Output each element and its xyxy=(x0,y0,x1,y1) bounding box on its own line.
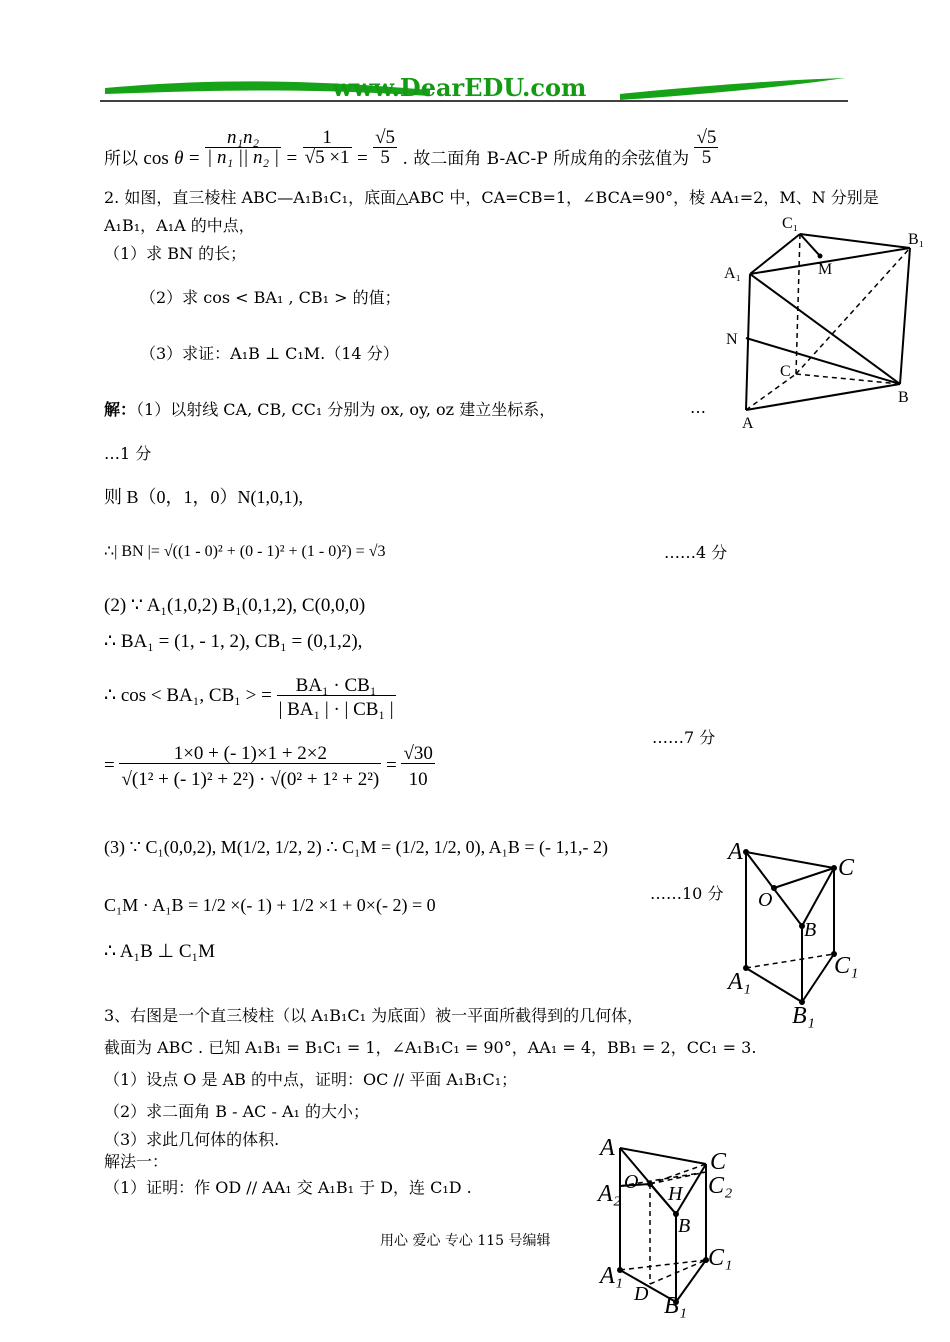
fig2-label-c1: C₁ xyxy=(834,953,859,979)
fig2-label-b: B xyxy=(804,919,817,941)
p1-frac4-num: √5 xyxy=(696,127,717,148)
fig2-label-b1: B₁ xyxy=(792,1003,816,1029)
solution-label: 解： xyxy=(104,400,137,419)
p1-cos: cos xyxy=(143,148,169,169)
solution-line7-den2: 10 xyxy=(408,769,428,790)
q2-part2: （2）求 cos < BA₁ , CB₁ > 的值； xyxy=(140,288,401,307)
solution-line1 xyxy=(104,402,555,418)
solution-line7-frac2 xyxy=(401,744,434,789)
solution-text1: （1）以射线 CA, CB, CC₁ 分别为 ox, oy, oz 建立坐标系， xyxy=(136,400,556,419)
fig3-label-c: C xyxy=(710,1149,727,1175)
q2-part3: （3）求证：A₁B ⊥ C₁M.（14 分） xyxy=(140,344,399,363)
fig2-label-a1: A₁ xyxy=(728,969,752,995)
p1-frac2-den: √5 ×1 xyxy=(304,147,350,168)
p1-prefix: 所以 xyxy=(104,149,138,169)
fig2-label-c: C xyxy=(838,855,855,881)
fig1-label-c: C xyxy=(780,363,791,380)
fig1-label-b: B xyxy=(898,389,909,406)
solution-line6 xyxy=(104,676,396,719)
fig1-label-n: N xyxy=(726,331,738,348)
solution-score4: ……4 分 xyxy=(664,543,728,562)
solution-line7-num2: √30 xyxy=(403,743,433,764)
p1-frac1-num: n₁n₂ xyxy=(205,128,281,148)
solution-line4: (2) ∵ A₁(1,0,2) B₁(0,1,2), C(0,0,0) xyxy=(104,595,366,616)
q3-part2: （2）求二面角 B - AC - A₁ 的大小； xyxy=(104,1102,370,1121)
solution-line5: ∴ BA₁ = (1, - 1, 2), CB₁ = (0,1,2), xyxy=(104,631,363,652)
solution-line10: ∴ A₁B ⊥ C₁M xyxy=(104,941,216,962)
solution-line7 xyxy=(104,744,435,789)
fig1-label-m: M xyxy=(818,261,833,278)
solution-line7-den1: √(1² + (- 1)² + 2²) · √(0² + 1² + 2²) xyxy=(121,769,380,790)
fig3-label-c2: C₂ xyxy=(708,1173,733,1199)
q2-part1: （1）求 BN 的长； xyxy=(104,244,247,263)
p1-eq3: = xyxy=(356,148,368,169)
solution-line6-lhs: ∴ cos < BA₁, CB₁ > = xyxy=(104,685,272,706)
fig3-label-a2: A₂ xyxy=(598,1181,622,1207)
q2-line2: A₁B₁，A₁A 的中点， xyxy=(104,216,255,235)
figure-prism-3 xyxy=(598,1134,738,1334)
solution-score1: …1 分 xyxy=(104,444,152,463)
p1-eq1: = xyxy=(188,148,200,169)
header-logo xyxy=(100,72,850,106)
solution-score10: ……10 分 xyxy=(650,884,724,903)
q3-part1: （1）设点 O 是 AB 的中点，证明：OC // 平面 A₁B₁C₁； xyxy=(104,1070,518,1089)
fig3-label-b: B xyxy=(678,1215,691,1237)
fig3-label-o: O xyxy=(624,1171,639,1193)
q3-line1: 3、右图是一个直三棱柱（以 A₁B₁C₁ 为底面）被一平面所截得到的几何体， xyxy=(104,1006,644,1025)
fig3-label-h: H xyxy=(668,1183,683,1205)
fig3-label-a: A xyxy=(600,1135,615,1161)
q2-line1: 2. 如图，直三棱柱 ABC—A₁B₁C₁，底面△ABC 中，CA=CB=1，∠BCA=90°，棱 AA₁=2，M、N 分别是 xyxy=(104,188,879,207)
p1-frac1 xyxy=(205,128,281,167)
fig2-label-o: O xyxy=(758,889,773,911)
p1-frac4 xyxy=(694,128,718,167)
fig3-label-b1: B₁ xyxy=(664,1293,688,1319)
solution-line7-eq2: = xyxy=(385,755,397,776)
p1-frac3-num: √5 xyxy=(375,127,396,148)
footer-text: 用心 爱心 专心 115 号编辑 xyxy=(380,1233,551,1249)
p1-frac3 xyxy=(373,128,397,167)
p1-tail: . 故二面角 B-AC-P 所成角的余弦值为 xyxy=(402,149,690,169)
p1-theta: θ xyxy=(174,148,184,169)
solution-line2: 则 B（0，1，0）N(1,0,1), xyxy=(104,487,303,507)
solution-line6-num: BA₁ · CB₁ xyxy=(277,676,396,696)
logo-text: www.DearEDU.com xyxy=(332,73,587,102)
figure-prism-2 xyxy=(726,836,866,1032)
fig1-label-c1: C₁ xyxy=(782,215,799,232)
fig3-label-d: D xyxy=(634,1283,649,1305)
fig1-label-b1: B₁ xyxy=(908,231,925,248)
p1-eq2: = xyxy=(286,148,298,169)
q3-method1: 解法一： xyxy=(104,1152,169,1171)
solution-line8: (3) ∵ C₁(0,0,2), M(1/2, 1/2, 2) ∴ C₁M = (1/2, 1/2, 0), A₁B = (- 1,1,- 2) xyxy=(104,837,608,857)
figure-prism-1 xyxy=(722,214,932,436)
p1-frac3-den: 5 xyxy=(380,147,390,168)
solution-line3: ∴| BN |= √((1 - 0)² + (0 - 1)² + (1 - 0)²) = √3 xyxy=(104,543,386,560)
fig1-label-a: A xyxy=(742,415,754,432)
p1-frac2 xyxy=(303,128,352,167)
fig3-label-c1: C₁ xyxy=(708,1245,733,1271)
fig3-label-a1: A₁ xyxy=(600,1263,624,1289)
solution-line6-den: | BA₁ | · | CB₁ | xyxy=(278,699,394,720)
q3-method1-line1: （1）证明：作 OD // AA₁ 交 A₁B₁ 于 D，连 C₁D . xyxy=(104,1178,472,1197)
q3-line2: 截面为 ABC . 已知 A₁B₁ = B₁C₁ = 1，∠A₁B₁C₁ = 90°，AA₁ = 4，BB₁ = 2，CC₁ = 3. xyxy=(104,1038,757,1057)
solution-score7: ……7 分 xyxy=(652,728,716,747)
fig2-label-a: A xyxy=(728,839,743,865)
solution-line7-frac1 xyxy=(119,744,381,789)
solution-line7-eq1: = xyxy=(104,755,115,776)
p1-frac4-den: 5 xyxy=(701,147,712,168)
p1-line xyxy=(104,128,718,167)
solution-line6-frac xyxy=(277,676,396,719)
p1-frac2-num: 1 xyxy=(303,128,352,148)
solution-dots: … xyxy=(690,398,706,417)
solution-line9: C₁M · A₁B = 1/2 ×(- 1) + 1/2 ×1 + 0×(- 2) = 0 xyxy=(104,895,436,915)
solution-line7-num1: 1×0 + (- 1)×1 + 2×2 xyxy=(119,744,381,764)
fig1-label-a1: A₁ xyxy=(724,265,742,282)
q3-part3: （3）求此几何体的体积. xyxy=(104,1130,280,1149)
p1-frac1-den: | n₁ || n₂ | xyxy=(207,147,280,168)
